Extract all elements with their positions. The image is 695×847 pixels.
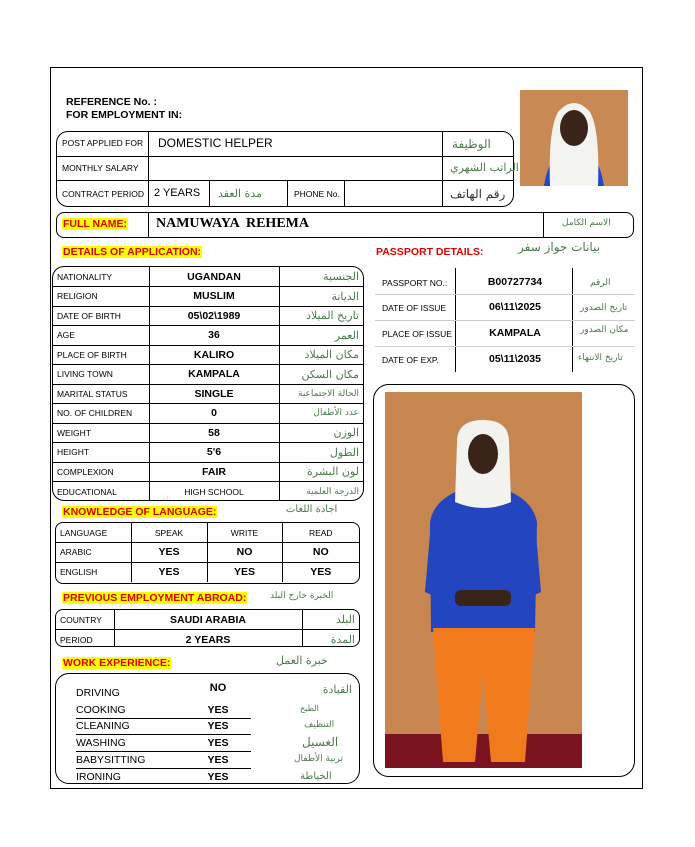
previous-heading-ar: الخبرة خارج البلد — [270, 591, 334, 601]
previous-heading: PREVIOUS EMPLOYMENT ABROAD: — [63, 592, 247, 604]
details-table — [52, 266, 364, 501]
issue-date-value: 06\11\2025 — [489, 301, 541, 313]
full-body-photo — [385, 392, 582, 768]
issue-place-value: KAMPALA — [489, 327, 541, 339]
issue-place-label: PLACE OF ISSUE — [382, 329, 452, 339]
details-heading: DETAILS OF APPLICATION: — [63, 246, 202, 258]
work-rows — [76, 682, 352, 785]
table-row: DATE OF BIRTH 05\02\1989 تاريخ الميلاد — [53, 306, 363, 326]
table-row: HEIGHT 5'6 الطول — [53, 443, 363, 463]
table-row: PERIOD 2 YEARS المدة — [56, 630, 359, 648]
table-row: COMPLEXION FAIR لون البشرة — [53, 462, 363, 482]
passport-no-value: B00727734 — [487, 276, 543, 288]
language-header-row: LANGUAGE SPEAK WRITE READ — [56, 523, 359, 543]
table-row: WEIGHT 58 الوزن — [53, 423, 363, 443]
full-name-box — [56, 212, 634, 238]
post-label: POST APPLIED FOR — [62, 138, 144, 148]
previous-table — [55, 609, 360, 647]
work-heading: WORK EXPERIENCE: — [63, 657, 171, 669]
issue-date-label: DATE OF ISSUE — [382, 303, 447, 313]
salary-label: MONTHLY SALARY — [62, 163, 139, 173]
list-item: WASHING YES الغسيل — [76, 735, 251, 752]
full-name-label: FULL NAME: — [63, 218, 127, 230]
passport-no-ar: الرقم — [590, 278, 611, 288]
work-heading-ar: خبرة العمل — [276, 654, 328, 667]
full-name-ar: الاسم الكامل — [562, 218, 611, 228]
contract-ar: مدة العقد — [218, 187, 262, 200]
table-row: COUNTRY SAUDI ARABIA البلد — [56, 610, 359, 630]
passport-no-label: PASSPORT NO.: — [382, 278, 448, 288]
full-name-value: NAMUWAYA REHEMA — [156, 216, 309, 231]
reference-block — [66, 96, 182, 122]
post-value: DOMESTIC HELPER — [158, 136, 273, 150]
list-item: BABYSITTING YES تربية الأطفال — [76, 752, 251, 769]
table-row: LIVING TOWN KAMPALA مكان السكن — [53, 365, 363, 385]
expiry-label: DATE OF EXP. — [382, 355, 439, 365]
list-item: COOKING YES الطبخ — [76, 703, 251, 719]
table-row: ARABIC YES NO NO — [56, 543, 359, 563]
reference-label: REFERENCE No. : — [66, 96, 158, 108]
expiry-value: 05\11\2035 — [489, 353, 541, 365]
language-heading-ar: اجادة اللغات — [286, 504, 338, 515]
table-row: NATIONALITY UGANDAN الجنسية — [53, 267, 363, 287]
table-row: ENGLISH YES YES YES — [56, 562, 359, 582]
post-ar: الوظيفة — [452, 137, 491, 151]
table-row: MARITAL STATUS SINGLE الحالة الاجتماعية — [53, 384, 363, 404]
contract-label: CONTRACT PERIOD — [62, 189, 145, 199]
portrait-photo — [520, 90, 628, 186]
full-body-figure — [385, 392, 582, 768]
table-row: EDUCATIONAL HIGH SCHOOL الدرجة العلمية — [53, 482, 363, 502]
table-row: PLACE OF BIRTH KALIRO مكان الميلاد — [53, 345, 363, 365]
phone-label: PHONE No. — [294, 189, 340, 199]
table-row: RELIGION MUSLIM الديانة — [53, 287, 363, 307]
table-row: AGE 36 العمر — [53, 326, 363, 346]
phone-ar: رقم الهاتف — [450, 187, 506, 201]
list-item: IRONING YES الخياطة — [76, 771, 332, 783]
passport-heading-ar: بيانات جواز سفر — [518, 240, 601, 254]
contract-value: 2 YEARS — [154, 187, 201, 199]
issue-place-ar: مكان الصدور — [580, 325, 629, 335]
employment-label: FOR EMPLOYMENT IN: — [66, 109, 183, 121]
portrait-figure — [520, 90, 628, 186]
list-item: CLEANING YES التنظيف — [76, 719, 251, 735]
salary-ar: الراتب الشهري — [450, 161, 519, 174]
language-table — [55, 522, 360, 584]
passport-heading: PASSPORT DETAILS: — [376, 246, 484, 258]
table-row: NO. OF CHILDREN 0 عدد الأطفال — [53, 404, 363, 424]
issue-date-ar: تاريخ الصدور — [580, 303, 628, 313]
language-heading: KNOWLEDGE OF LANGUAGE: — [63, 506, 217, 518]
list-item: DRIVING NO القيادة — [76, 682, 352, 699]
expiry-ar: تاريخ الانتهاء — [578, 353, 623, 363]
